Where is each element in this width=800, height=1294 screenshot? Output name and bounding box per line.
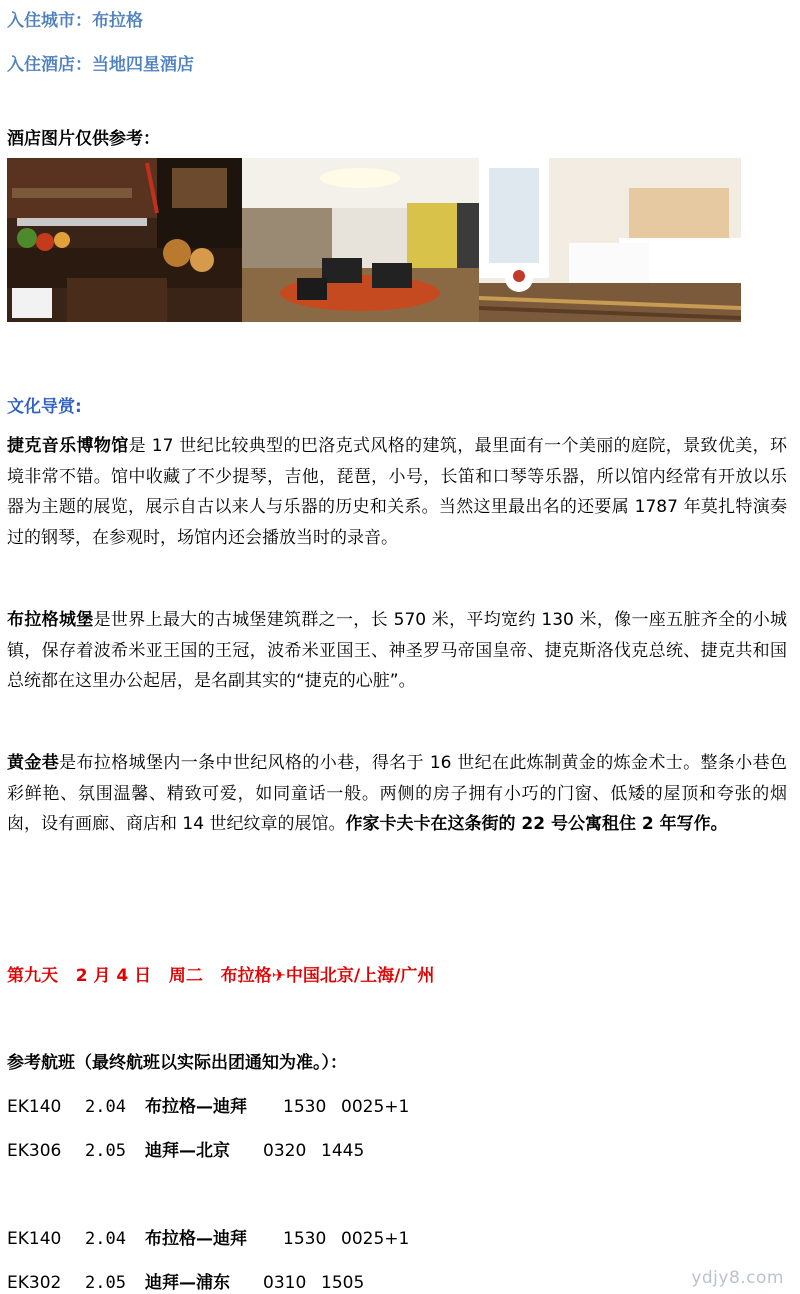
flight-number: EK306 bbox=[7, 1141, 62, 1161]
flight-arr: 1505 bbox=[321, 1273, 365, 1293]
flight-route: 布拉格—迪拜 bbox=[145, 1097, 247, 1117]
flight-row bbox=[7, 1224, 409, 1249]
flight-number: EK140 bbox=[7, 1097, 62, 1117]
flight-row bbox=[7, 1092, 409, 1117]
flight-arr: 0025+1 bbox=[341, 1097, 410, 1117]
hotel-photo-buffet bbox=[7, 158, 242, 322]
flight-dep: 0320 bbox=[263, 1141, 307, 1161]
flight-date: 2.04 bbox=[85, 1229, 126, 1249]
flight-number: EK140 bbox=[7, 1229, 62, 1249]
hotel-photo-lobby bbox=[242, 158, 479, 322]
checkin-hotel: 入住酒店：当地四星酒店 bbox=[7, 55, 194, 75]
culture-item-bold-tail: 作家卡夫卡在这条街的 22 号公寓租住 2 年写作。 bbox=[345, 814, 728, 834]
flight-arr: 1445 bbox=[321, 1141, 365, 1161]
culture-item-golden-lane bbox=[7, 748, 787, 840]
flight-route: 迪拜—浦东 bbox=[145, 1273, 230, 1293]
flight-row bbox=[7, 1268, 364, 1293]
photos-caption: 酒店图片仅供参考： bbox=[7, 129, 160, 149]
flight-route: 布拉格—迪拜 bbox=[145, 1229, 247, 1249]
culture-item-prague-castle bbox=[7, 605, 787, 697]
flight-dep: 0310 bbox=[263, 1273, 307, 1293]
flight-route: 迪拜—北京 bbox=[145, 1141, 230, 1161]
flight-arr: 0025+1 bbox=[341, 1229, 410, 1249]
culture-item-text: 是布拉格城堡内一条中世纪风格的小巷，得名于 16 世纪在此炼制黄金的炼金术士。整条小巷色彩鲜艳、氛围温馨、精致可爱，如同童话一般。两侧的房子拥有小巧的门窗、低矮的屋顶和夸张的烟囱，设有画廊、商店和 14 世纪纹章的展馆。 bbox=[7, 753, 787, 834]
flight-date: 2.05 bbox=[85, 1141, 126, 1161]
checkin-city: 入住城市：布拉格 bbox=[7, 11, 143, 31]
culture-item-name: 捷克音乐博物馆 bbox=[7, 436, 129, 456]
culture-item-text: 是 17 世纪比较典型的巴洛克式风格的建筑，最里面有一个美丽的庭院，景致优美，环境非常不错。馆中收藏了不少提琴，吉他，琵琶，小号，长笛和口琴等乐器，所以馆内经常有开放以乐器为主题的展览，展示自古以来人与乐器的历史和关系。当然这里最出名的还要属 1787 年莫扎特演奏过的钢琴，在参观时，场馆内还会播放当时的录音。 bbox=[7, 436, 787, 548]
flight-number: EK302 bbox=[7, 1273, 62, 1293]
day-title: 第九天 2 月 4 日 周二 布拉格✈中国北京/上海/广州 bbox=[7, 966, 435, 986]
culture-heading: 文化导赏: bbox=[7, 397, 82, 417]
culture-item-music-museum bbox=[7, 431, 787, 553]
culture-item-name: 黄金巷 bbox=[7, 753, 60, 773]
hotel-photo-room bbox=[479, 158, 741, 322]
flight-row bbox=[7, 1136, 364, 1161]
flight-date: 2.05 bbox=[85, 1273, 126, 1293]
flight-date: 2.04 bbox=[85, 1097, 126, 1117]
culture-item-text: 是世界上最大的古城堡建筑群之一，长 570 米，平均宽约 130 米，像一座五脏齐全的小城镇，保存着波希米亚王国的王冠，波希米亚国王、神圣罗马帝国皇帝、捷克斯洛伐克总统、捷克共和国总统都在这里办公起居，是名副其实的“捷克的心脏”。 bbox=[7, 610, 788, 691]
culture-item-name: 布拉格城堡 bbox=[7, 610, 94, 630]
watermark: ydjy8.com bbox=[691, 1268, 784, 1288]
hotel-photos bbox=[7, 158, 751, 322]
flights-heading: 参考航班（最终航班以实际出团通知为准。）： bbox=[7, 1053, 347, 1073]
flight-dep: 1530 bbox=[283, 1097, 327, 1117]
flight-dep: 1530 bbox=[283, 1229, 327, 1249]
